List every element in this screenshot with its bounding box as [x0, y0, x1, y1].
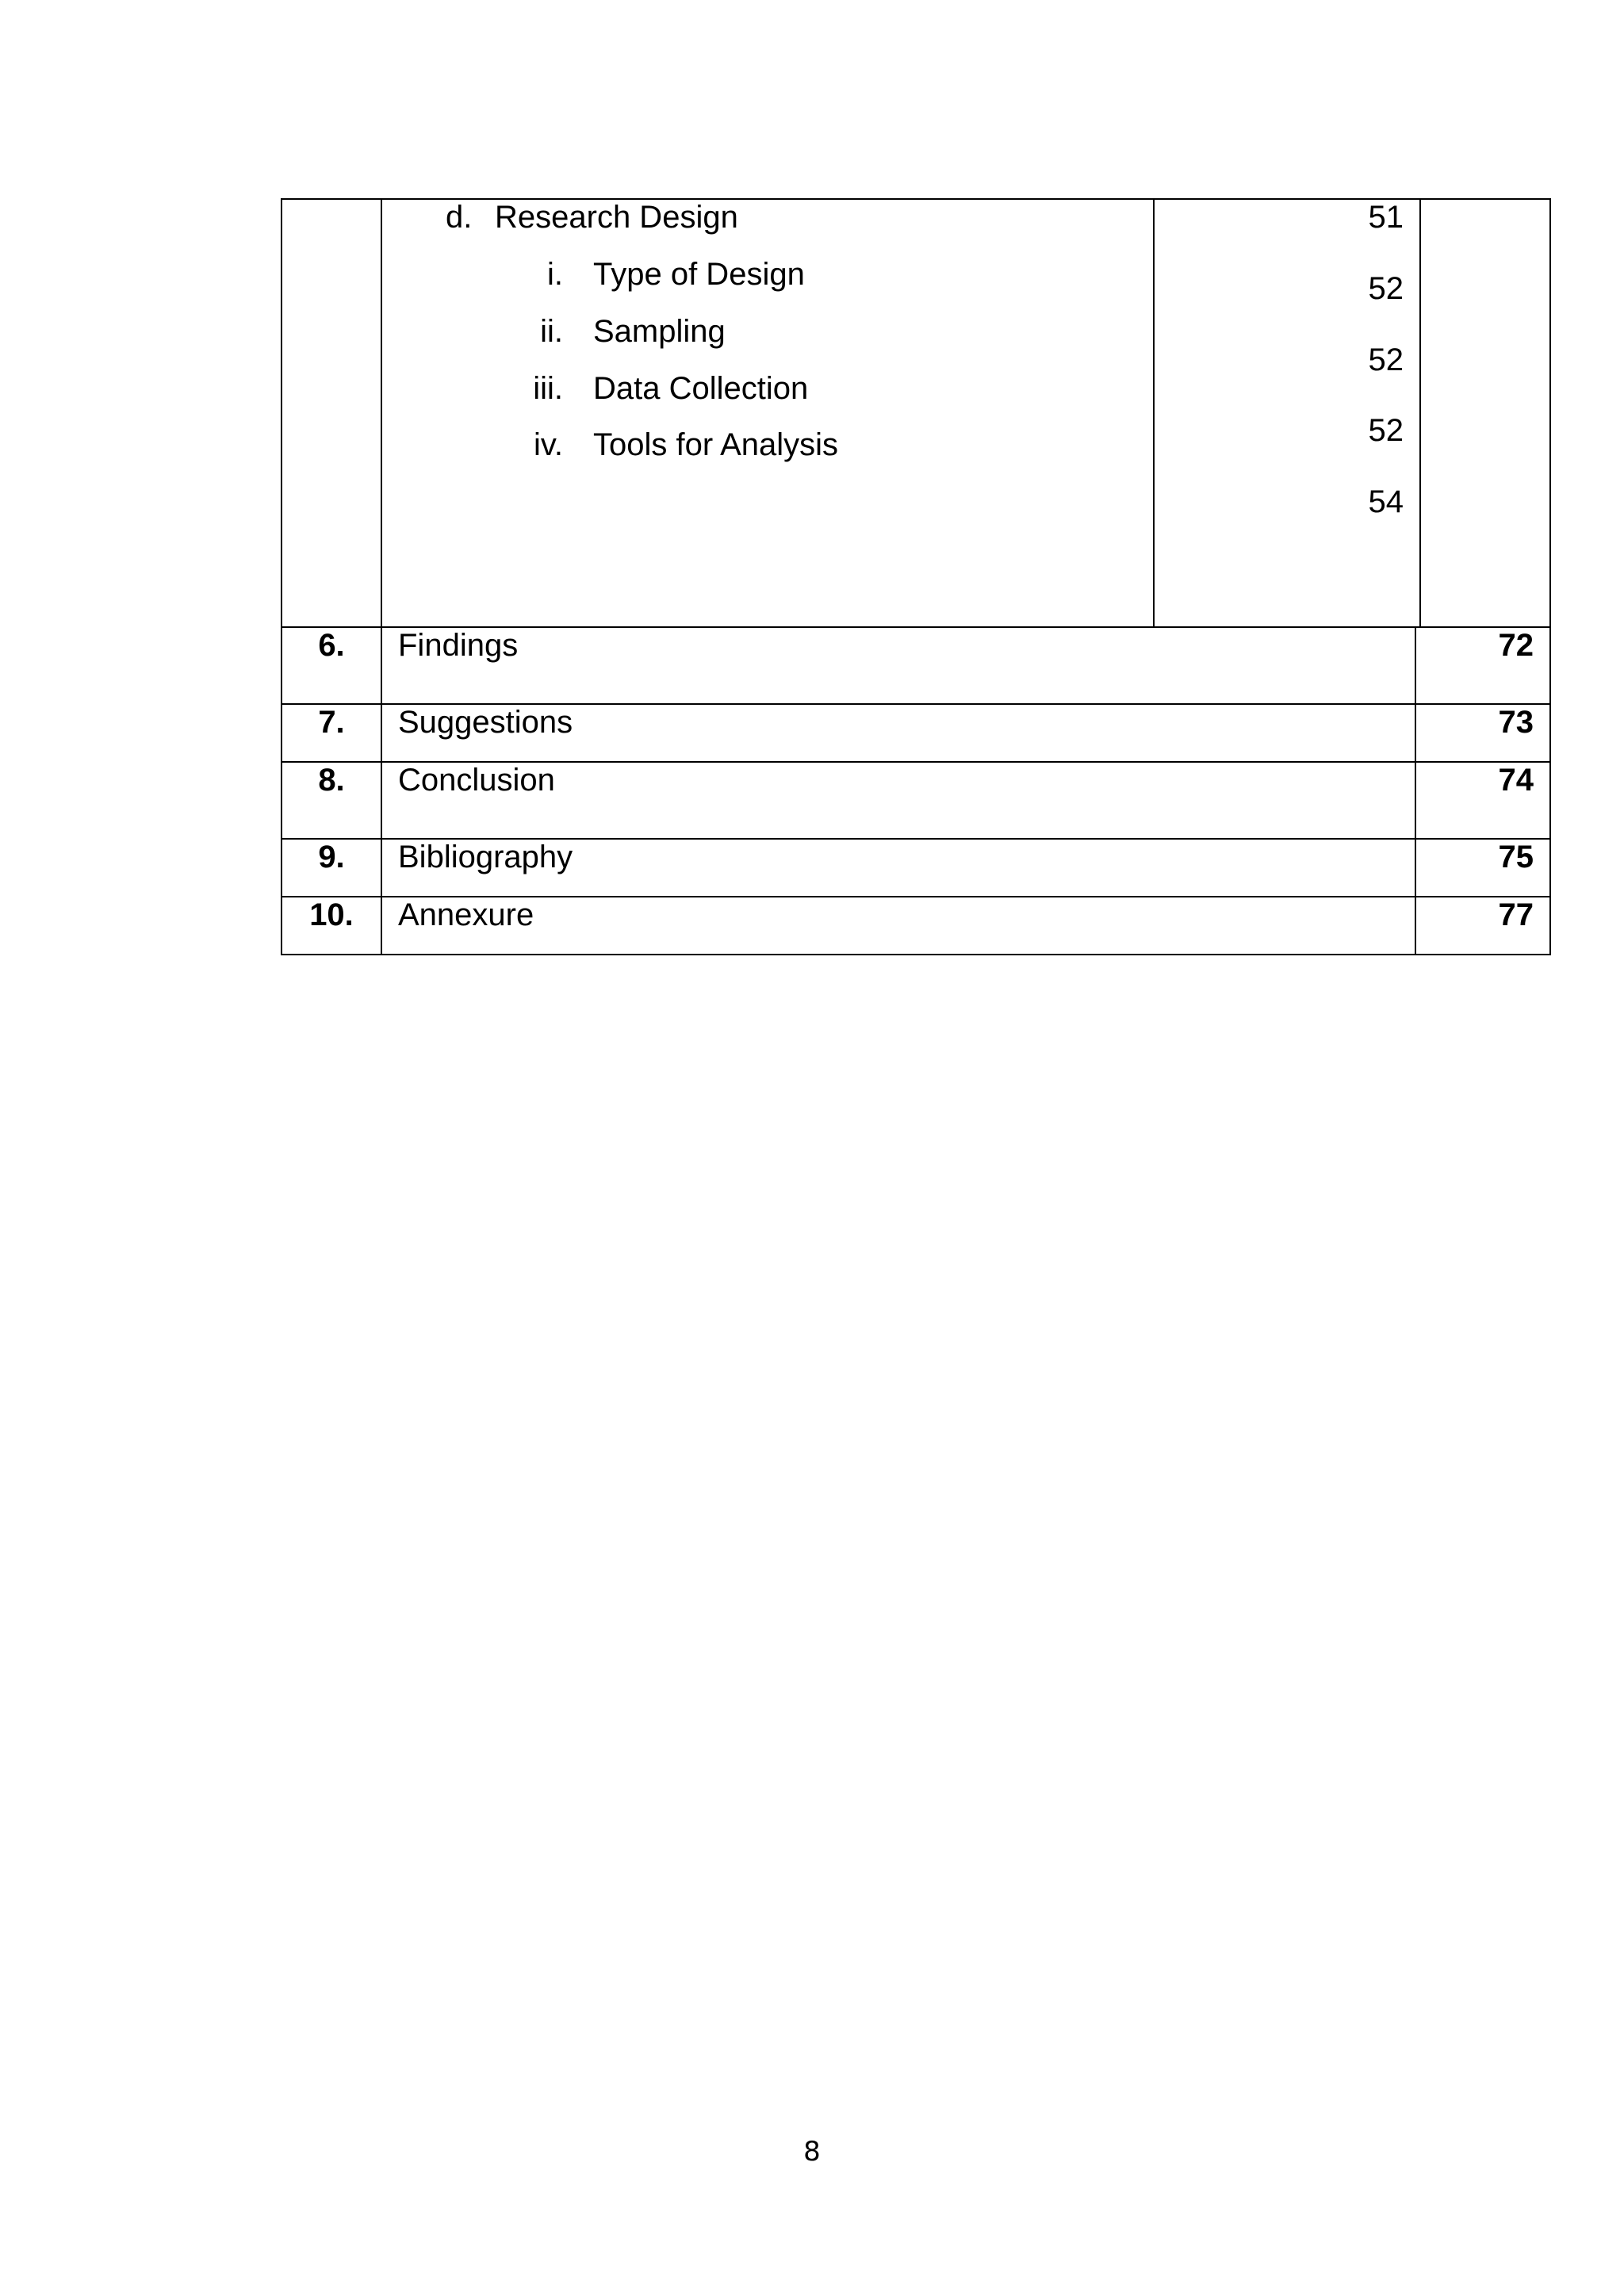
- chapter-number: 8.: [282, 763, 382, 838]
- subitem-page: 52: [1368, 342, 1404, 377]
- chapter-page: 73: [1498, 705, 1534, 740]
- chapter-title: Annexure: [382, 897, 1416, 954]
- toc-subsection-row: [281, 198, 1551, 628]
- subitem-title: Data Collection: [593, 371, 809, 406]
- chapter-number: 9.: [282, 840, 382, 896]
- toc-subsection-pages: [1153, 200, 1421, 626]
- subitem-title: Sampling: [593, 314, 726, 349]
- subitem-title: Type of Design: [593, 257, 805, 292]
- chapter-number: 10.: [282, 897, 382, 954]
- subitem-title: Tools for Analysis: [593, 427, 839, 462]
- chapter-number: 7.: [282, 705, 382, 761]
- chapter-page: 72: [1498, 628, 1534, 663]
- subitem-marker: i.: [547, 257, 563, 292]
- toc-empty-num-cell: [282, 200, 382, 626]
- page-number: 8: [803, 2136, 821, 2168]
- toc-row: [281, 705, 1551, 763]
- subitem-page: 52: [1368, 413, 1404, 448]
- chapter-number: 6.: [282, 628, 382, 703]
- toc-subsection-titles: [382, 200, 1155, 626]
- chapter-title: Findings: [382, 628, 1416, 703]
- subitem-marker: iii.: [533, 371, 563, 406]
- table-of-contents: [281, 198, 1551, 955]
- subsection-page: 51: [1368, 200, 1404, 235]
- subsection-marker: d.: [446, 200, 473, 235]
- chapter-page: 77: [1498, 897, 1534, 932]
- toc-row: [281, 628, 1551, 705]
- subsection-title: Research Design: [495, 200, 738, 235]
- chapter-title: Suggestions: [382, 705, 1416, 761]
- toc-row: [281, 840, 1551, 897]
- chapter-page: 74: [1498, 763, 1534, 798]
- chapter-title: Bibliography: [382, 840, 1416, 896]
- chapter-title: Conclusion: [382, 763, 1416, 838]
- subitem-page: 54: [1368, 484, 1404, 519]
- toc-row: [281, 763, 1551, 840]
- chapter-page: 75: [1498, 840, 1534, 874]
- subitem-page: 52: [1368, 271, 1404, 306]
- subitem-marker: ii.: [540, 314, 563, 349]
- subitem-marker: iv.: [533, 427, 563, 462]
- toc-row: [281, 897, 1551, 955]
